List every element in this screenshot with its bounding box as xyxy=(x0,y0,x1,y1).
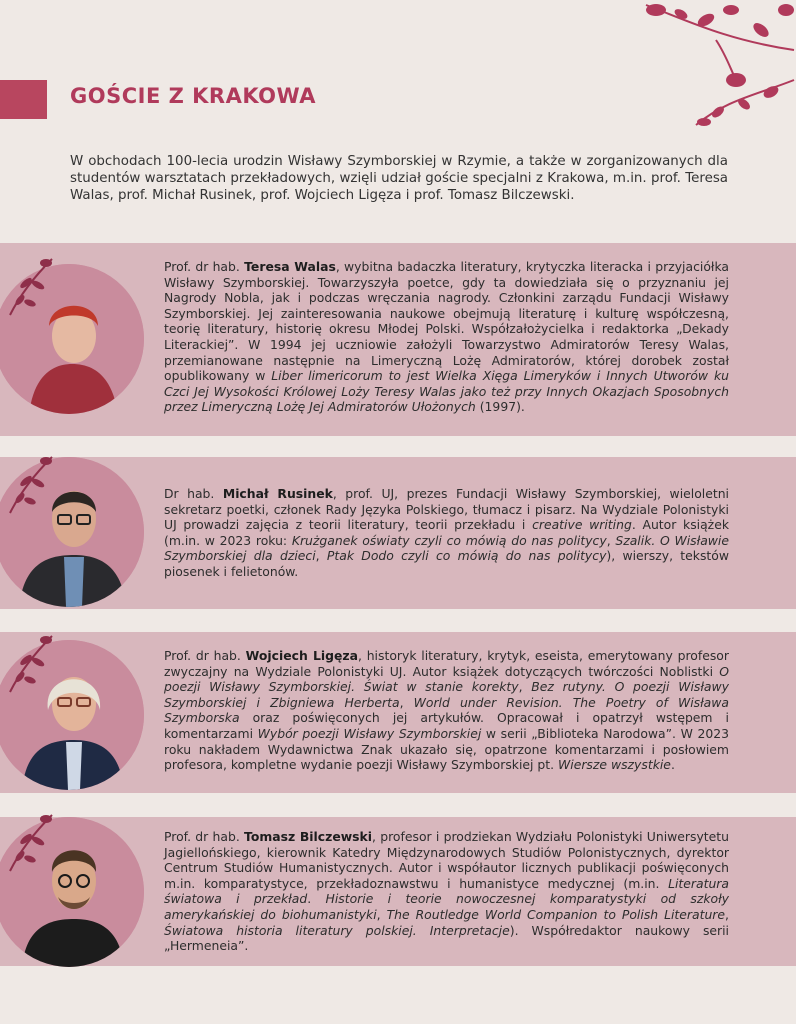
bio-tomasz-bilczewski: Prof. dr hab. Tomasz Bilczewski, profesor i prodziekan Wydziału Polonistyki Uniwersytetu Jagiellońskiego, kierownik Katedry Międzynarodowych Studiów Polonistycznych, dyrektor Centrum Studiów Humanistycznych. Autor i współautor licznych publikacji poświęconych m.in. komparatystyce, przekładoznawstwu i humanistyce medycznej (m.in. Literatura światowa i przekład. Historie i teorie nowoczesnej komparatystyki od szkoły amerykańskiej do biohumanistyki, The Routledge World Companion to Polish Literature, Światowa historia literatury polskiej. Interpretacje). Współredaktor naukowy serii „Hermeneia”. xyxy=(164,829,729,954)
bio-michal-rusinek: Dr hab. Michał Rusinek, prof. UJ, prezes Fundacji Wisławy Szymborskiej, wieloletni sekretarz poetki, członek Rady Języka Polskiego, tłumacz i pisarz. Na Wydziale Polonistyki UJ prowadzi zajęcia z teorii literatury, teorii przekładu i creative writing. Autor książek (m.in. w 2023 roku: Krużganek oświaty czyli co mówią do nas politycy, Szalik. O Wisławie Szymborskiej dla dzieci, Ptak Dodo czyli co mówią do nas politycy), wierszy, tekstów piosenek i felietonów. xyxy=(164,486,730,579)
guest-name: Wojciech Ligęza xyxy=(245,648,358,663)
guest-card-wojciech-ligeza xyxy=(0,632,796,793)
bio-wojciech-ligeza: Prof. dr hab. Wojciech Ligęza, historyk literatury, krytyk, eseista, emerytowany profesor zwyczajny na Wydziale Polonistyki UJ. Autor książek dotyczących twórczości Noblistki O poezji Wisławy Szymborskiej. Świat w stanie korekty, Bez rutyny. O poezji Wisławy Szymborskiej i Zbigniewa Herberta, World under Revision. The Poetry of Wisława Szymborska oraz poświęconych jej artykułów. Opracował i opatrzył wstępem i komentarzami Wybór poezji Wisławy Szymborskiej w serii „Biblioteka Narodowa”. W 2023 roku nakładem Wydawnictwa Znak ukazało się, opatrzone komentarzami i posłowiem profesora, kompletne wydanie poezji Wisławy Szymborskiej pt. Wiersze wszystkie. xyxy=(164,648,729,773)
guest-name: Teresa Walas xyxy=(244,259,336,274)
floral-sprig-icon xyxy=(6,453,54,515)
floral-sprig-icon xyxy=(6,811,54,873)
guest-card-teresa-walas xyxy=(0,243,796,436)
floral-sprig-icon xyxy=(6,255,54,317)
guest-name: Michał Rusinek xyxy=(222,486,333,501)
guest-card-michal-rusinek xyxy=(0,457,796,609)
floral-ornament xyxy=(626,0,796,130)
title-accent-bar xyxy=(0,80,47,119)
floral-sprig-icon xyxy=(6,632,54,694)
page-title: GOŚCIE Z KRAKOWA xyxy=(70,84,316,108)
bio-teresa-walas: Prof. dr hab. Teresa Walas, wybitna badaczka literatury, krytyczka literacka i przyjaciółka Wisławy Szymborskiej. Towarzyszyła poetce, gdy ta dowiedziała się o przyznaniu jej Nagrody Nobla, jak i podczas wręczania nagrody. Członkini zarządu Fundacji Wisławy Szymborskiej. Jej zainteresowania naukowe obejmują literaturę i kulturę współczesną, teorię literatury, historię okresu Młodej Polski. Współzałożycielka i redaktorka „Dekady Literackiej”. W 1994 jej uczniowie założyli Towarzystwo Admiratorów Teresy Walas, przemianowane następnie na Limeryczną Lożę Admiratorów, której dorobek został opublikowany w Liber limericorum to jest Wielka Xięga Limeryków i Innych Utworów ku Czci Jej Wysokości Królowej Loży Teresy Walas jako też przy Innych Okazjach Sposobnych przez Limeryczną Lożę Jej Admiratorów Ułożonych (1997). xyxy=(164,259,730,415)
guest-name: Tomasz Bilczewski xyxy=(244,829,373,844)
intro-paragraph: W obchodach 100-lecia urodzin Wisławy Szymborskiej w Rzymie, a także w zorganizowanych dla studentów warsztatach przekładowych, wzięli udział goście specjalni z Krakowa, m.in. prof. Teresa Walas, prof. Michał Rusinek, prof. Wojciech Ligęza i prof. Tomasz Bilczewski. xyxy=(70,154,728,203)
guest-card-tomasz-bilczewski xyxy=(0,817,796,966)
